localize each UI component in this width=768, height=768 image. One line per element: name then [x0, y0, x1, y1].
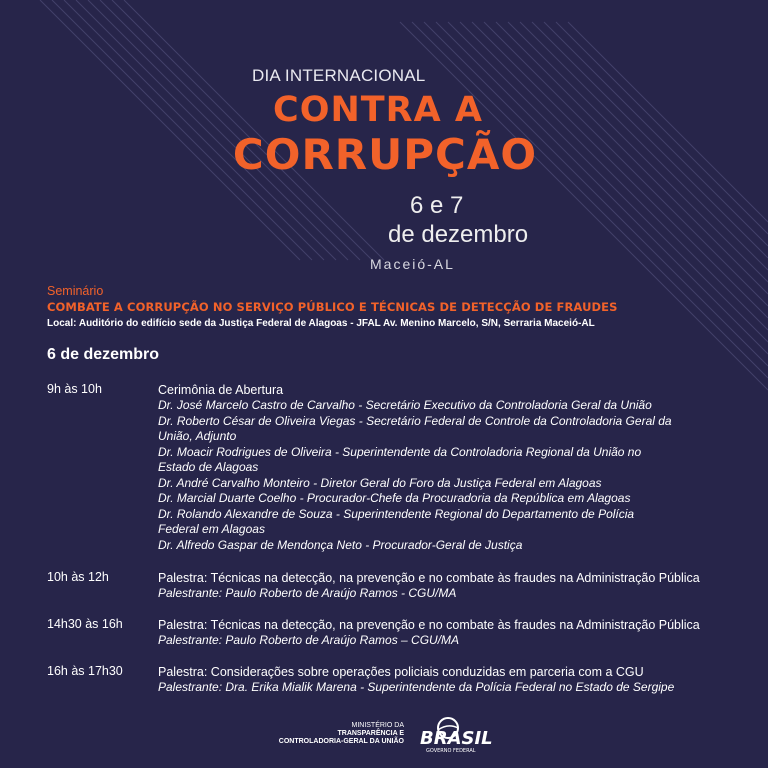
slot-title: Palestra: Considerações sobre operações policiais conduzidas em parceria com a CGU [158, 665, 644, 679]
slot-detail: Palestrante: Paulo Roberto de Araújo Ramos – CGU/MA [158, 633, 460, 647]
slot-time: 14h30 às 16h [47, 617, 123, 631]
slot-detail: Palestrante: Paulo Roberto de Araújo Ramos - CGU/MA [158, 586, 457, 600]
slot-body [158, 664, 698, 696]
ministry-line2: TRANSPARÊNCIA E [337, 730, 404, 737]
seminar-location: Local: Auditório do edifício sede da Justiça Federal de Alagoas - JFAL Av. Menino Marcelo, S/N, Serraria Maceió-AL [47, 318, 595, 329]
brasil-logo-subtext: GOVERNO FEDERAL [426, 748, 476, 754]
hero-date-line2: de dezembro [388, 221, 529, 248]
slot-detail: Dr. Alfredo Gaspar de Mendonça Neto - Procurador-Geral de Justiça [158, 537, 523, 552]
slot-detail: Dr. Marcial Duarte Coelho - Procurador-Chefe da Procuradoria da República em Alagoas [158, 491, 631, 505]
slot-body [158, 382, 698, 553]
slot-detail: Dr. Roberto César de Oliveira Viegas - Secretário Federal de Controle da Controladoria Geral da União, Adjunto [158, 413, 672, 443]
hero-date-line1: 6 e 7 [410, 192, 464, 219]
slot-detail: Palestrante: Dra. Erika Mialik Marena - Superintendente da Polícia Federal no Estado de Sergipe [158, 680, 675, 694]
slot-time: 16h às 17h30 [47, 664, 123, 678]
hero-title-line2: CORRUPÇÃO [232, 130, 538, 179]
brasil-logo-text: BRASIL [420, 728, 493, 749]
ministry-line3: CONTROLADORIA-GERAL DA UNIÃO [278, 738, 404, 745]
hero-city: Maceió-AL [370, 256, 455, 272]
slot-detail: Dr. Moacir Rodrigues de Oliveira - Superintendente da Controladoria Regional da União no Estado de Alagoas [158, 444, 642, 474]
seminar-title: COMBATE A CORRUPÇÃO NO SERVIÇO PÚBLICO E TÉCNICAS DE DETECÇÃO DE FRAUDES [47, 300, 618, 314]
ministry-line1: MINISTÉRIO DA [351, 722, 404, 729]
slot-title: Palestra: Técnicas na detecção, na prevenção e no combate às fraudes na Administração Pública [158, 618, 700, 632]
hero-title-line1: CONTRA A [273, 90, 483, 130]
ministry-logo-text [266, 722, 404, 746]
slot-detail: Dr. José Marcelo Castro de Carvalho - Secretário Executivo da Controladoria Geral da União [158, 398, 652, 412]
slot-body [158, 570, 698, 602]
slot-detail: Dr. André Carvalho Monteiro - Diretor Geral do Foro da Justiça Federal em Alagoas [158, 475, 602, 490]
slot-time: 9h às 10h [47, 382, 102, 396]
slot-body [158, 617, 698, 649]
seminar-label: Seminário [47, 284, 104, 298]
slot-detail: Dr. Rolando Alexandre de Souza - Superintendente Regional do Departamento de Polícia Federal em Alagoas [158, 506, 635, 536]
brasil-logo [414, 714, 506, 754]
hero-pretitle: DIA INTERNACIONAL [252, 66, 426, 85]
day-title: 6 de dezembro [47, 346, 160, 363]
slot-title: Cerimônia de Abertura [158, 383, 284, 397]
slot-title: Palestra: Técnicas na detecção, na prevenção e no combate às fraudes na Administração Pública [158, 571, 700, 585]
slot-time: 10h às 12h [47, 570, 109, 584]
